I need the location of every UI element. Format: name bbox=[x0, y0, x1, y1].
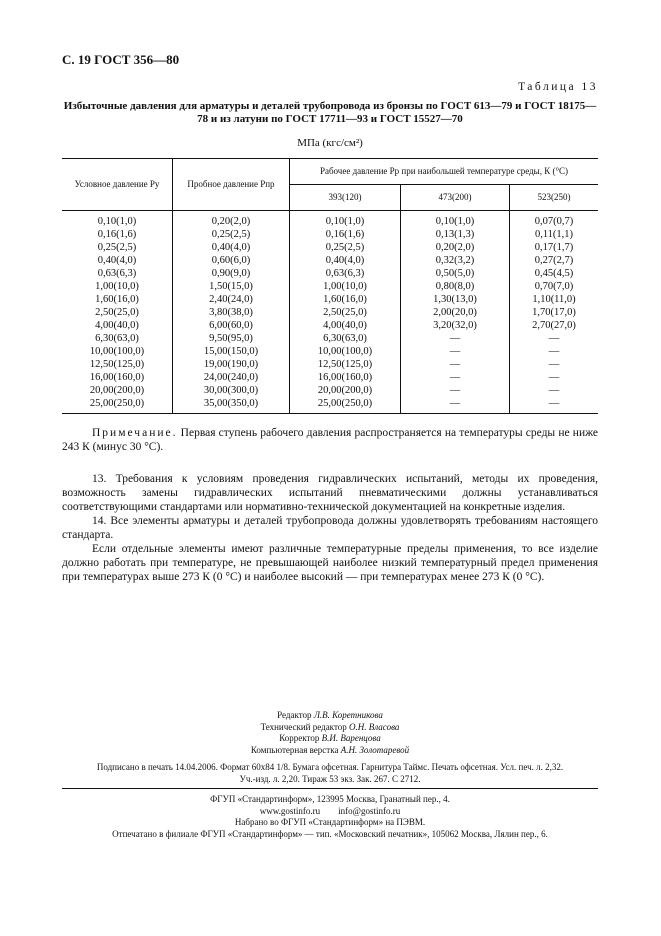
table-cell: 3,20(32,0) bbox=[401, 319, 510, 332]
table-cell: — bbox=[401, 371, 510, 384]
table-cell: 0,50(5,0) bbox=[401, 267, 510, 280]
table-cell: 16,00(160,0) bbox=[290, 371, 401, 384]
table-cell: — bbox=[510, 384, 599, 397]
table-cell: 1,50(15,0) bbox=[173, 280, 290, 293]
table-cell: 1,60(16,0) bbox=[62, 293, 173, 306]
table-cell: 0,10(1,0) bbox=[401, 211, 510, 229]
table-row bbox=[62, 306, 598, 319]
credit-name: В.И. Варенцова bbox=[321, 733, 381, 743]
table-cell: 4,00(40,0) bbox=[290, 319, 401, 332]
table-cell: 0,60(6,0) bbox=[173, 254, 290, 267]
publisher-line: www.gostinfo.ru info@gostinfo.ru bbox=[259, 805, 401, 816]
paragraph-15: Если отдельные элементы имеют различные температурные пределы применения, то все изделие должно работать при температуре, не превышающей наиболее низкий температурный предел применения при температурах выше 273 К (0 °С) и наиболее высокий — при температурах менее 273 К (0 °С). bbox=[62, 543, 598, 583]
table-cell: 6,30(63,0) bbox=[62, 332, 173, 345]
table-cell: 0,20(2,0) bbox=[401, 241, 510, 254]
table-cell: 0,27(2,7) bbox=[510, 254, 599, 267]
table-cell: — bbox=[510, 358, 599, 371]
table-cell: 0,90(9,0) bbox=[173, 267, 290, 280]
table-cell: — bbox=[510, 345, 599, 358]
table-cell: 19,00(190,0) bbox=[173, 358, 290, 371]
table-cell: 1,10(11,0) bbox=[510, 293, 599, 306]
table-cell: 0,25(2,5) bbox=[173, 228, 290, 241]
col-temp-2: 473(200) bbox=[401, 185, 510, 211]
table-cell: 1,60(16,0) bbox=[290, 293, 401, 306]
note bbox=[62, 426, 598, 454]
table-cell: 12,50(125,0) bbox=[290, 358, 401, 371]
publisher-line: Набрано во ФГУП «Стандартинформ» на ПЭВМ. bbox=[234, 817, 426, 827]
table-cell: 16,00(160,0) bbox=[62, 371, 173, 384]
credit-role: Редактор bbox=[277, 710, 312, 720]
table-cell: 0,11(1,1) bbox=[510, 228, 599, 241]
table-cell: 2,40(24,0) bbox=[173, 293, 290, 306]
table-cell: 35,00(350,0) bbox=[173, 397, 290, 414]
imprint-line-2: Уч.-изд. л. 2,20. Тираж 53 экз. Зак. 267. С 2712. bbox=[239, 773, 421, 784]
page-header: С. 19 ГОСТ 356—80 bbox=[62, 52, 180, 67]
credit-line bbox=[62, 745, 598, 757]
table-row bbox=[62, 254, 598, 267]
table-cell: 0,40(4,0) bbox=[173, 241, 290, 254]
table-cell: 2,70(27,0) bbox=[510, 319, 599, 332]
table-cell: 2,50(25,0) bbox=[62, 306, 173, 319]
credit-role: Компьютерная верстка bbox=[250, 744, 339, 755]
col-working-pressure: Рабочее давление Pр при наибольшей температуре среды, К (°С) bbox=[290, 159, 599, 185]
table-cell: 9,50(95,0) bbox=[173, 332, 290, 345]
publisher-info bbox=[62, 794, 598, 840]
table-cell: 20,00(200,0) bbox=[62, 384, 173, 397]
table-cell: 0,63(6,3) bbox=[290, 267, 401, 280]
table-cell: — bbox=[510, 332, 599, 345]
table-cell: 0,70(7,0) bbox=[510, 280, 599, 293]
table-cell: 1,00(10,0) bbox=[290, 280, 401, 293]
table-cell: 6,30(63,0) bbox=[290, 332, 401, 345]
table-row bbox=[62, 267, 598, 280]
table-row bbox=[62, 293, 598, 306]
table-cell: 1,70(17,0) bbox=[510, 306, 599, 319]
table-cell: 10,00(100,0) bbox=[62, 345, 173, 358]
col-test-pressure: Пробное давление Pпр bbox=[173, 159, 290, 211]
table-cell: 0,40(4,0) bbox=[62, 254, 173, 267]
table-cell: 10,00(100,0) bbox=[290, 345, 401, 358]
credits bbox=[62, 710, 598, 756]
credit-line bbox=[62, 722, 598, 734]
note-text: Первая ступень рабочего давления распространяется на температуры среды не ниже 243 К (минус 30 °С). bbox=[62, 427, 598, 453]
col-temp-1: 393(120) bbox=[290, 185, 401, 211]
table-number: Таблица 13 bbox=[518, 81, 598, 93]
table-row bbox=[62, 397, 598, 414]
table-cell: 0,40(4,0) bbox=[290, 254, 401, 267]
table-cell: 15,00(150,0) bbox=[173, 345, 290, 358]
credit-name: А.Н. Золотаревой bbox=[340, 744, 410, 755]
table-row bbox=[62, 211, 598, 229]
table-cell: — bbox=[510, 397, 599, 414]
table-cell: 12,50(125,0) bbox=[62, 358, 173, 371]
table-unit: МПа (кгс/см²) bbox=[297, 137, 363, 149]
table-row bbox=[62, 371, 598, 384]
table-cell: 0,45(4,5) bbox=[510, 267, 599, 280]
credit-line bbox=[62, 710, 598, 722]
table-cell: 2,50(25,0) bbox=[290, 306, 401, 319]
table-row bbox=[62, 241, 598, 254]
table-cell: 0,16(1,6) bbox=[62, 228, 173, 241]
table-row bbox=[62, 384, 598, 397]
table-cell: — bbox=[401, 345, 510, 358]
credit-role: Корректор bbox=[279, 733, 320, 743]
col-temp-3: 523(250) bbox=[510, 185, 599, 211]
table-cell: 3,80(38,0) bbox=[173, 306, 290, 319]
table-cell: 0,13(1,3) bbox=[401, 228, 510, 241]
table-cell: 25,00(250,0) bbox=[62, 397, 173, 414]
table-cell: — bbox=[401, 358, 510, 371]
table-cell: 0,25(2,5) bbox=[290, 241, 401, 254]
table-cell: 4,00(40,0) bbox=[62, 319, 173, 332]
publisher-line: Отпечатано в филиале ФГУП «Стандартинформ» — тип. «Московский печатник», 105062 Москва, Лялин пер., 6. bbox=[112, 828, 548, 839]
credit-name: Л.В. Коретникова bbox=[313, 710, 383, 720]
imprint-line-1: Подписано в печать 14.04.2006. Формат 60х84 1/8. Бумага офсетная. Гарнитура Таймс. Печать офсетная. Усл. печ. л. 2,32. bbox=[96, 762, 564, 772]
pressure-table bbox=[62, 158, 598, 414]
table-cell: 2,00(20,0) bbox=[401, 306, 510, 319]
table-cell: 1,00(10,0) bbox=[62, 280, 173, 293]
table-cell: — bbox=[401, 384, 510, 397]
table-cell: 30,00(300,0) bbox=[173, 384, 290, 397]
divider bbox=[62, 788, 598, 789]
imprint bbox=[62, 762, 598, 785]
table-cell: 0,32(3,2) bbox=[401, 254, 510, 267]
table-cell: 0,20(2,0) bbox=[173, 211, 290, 229]
table-cell: — bbox=[401, 332, 510, 345]
paragraph-13: 13. Требования к условиям проведения гидравлических испытаний, методы их проведения, возможность замены гидравлических испытаний пневматическими должны устанавливаться соответствующими стандартами или нормативно-технической документацией на конкретные изделия. bbox=[62, 473, 598, 513]
table-cell: 0,80(8,0) bbox=[401, 280, 510, 293]
table-row bbox=[62, 358, 598, 371]
table-row bbox=[62, 319, 598, 332]
table-cell: 25,00(250,0) bbox=[290, 397, 401, 414]
table-cell: 20,00(200,0) bbox=[290, 384, 401, 397]
publisher-line: ФГУП «Стандартинформ», 123995 Москва, Гранатный пер., 4. bbox=[210, 794, 450, 804]
table-cell: 6,00(60,0) bbox=[173, 319, 290, 332]
table-row bbox=[62, 228, 598, 241]
table-cell: 0,10(1,0) bbox=[290, 211, 401, 229]
paragraph-14: 14. Все элементы арматуры и деталей трубопровода должны удовлетворять требованиям настоящего стандарта. bbox=[62, 515, 598, 541]
table-row bbox=[62, 280, 598, 293]
table-cell: — bbox=[510, 371, 599, 384]
table-cell: 0,10(1,0) bbox=[62, 211, 173, 229]
table-cell: 0,16(1,6) bbox=[290, 228, 401, 241]
credit-name: О.Н. Власова bbox=[349, 721, 400, 732]
table-cell: 24,00(240,0) bbox=[173, 371, 290, 384]
col-nominal-pressure: Условное давление Pу bbox=[62, 159, 173, 211]
credit-role: Технический редактор bbox=[260, 721, 347, 732]
credit-line bbox=[62, 733, 598, 745]
note-label: Примечание. bbox=[92, 427, 178, 439]
table-cell: 0,63(6,3) bbox=[62, 267, 173, 280]
table-cell: 0,07(0,7) bbox=[510, 211, 599, 229]
table-cell: 1,30(13,0) bbox=[401, 293, 510, 306]
table-row bbox=[62, 332, 598, 345]
table-row bbox=[62, 345, 598, 358]
table-cell: — bbox=[401, 397, 510, 414]
table-cell: 0,17(1,7) bbox=[510, 241, 599, 254]
table-cell: 0,25(2,5) bbox=[62, 241, 173, 254]
table-title: Избыточные давления для арматуры и деталей трубопровода из бронзы по ГОСТ 613—79 и ГОСТ 18175—78 и из латуни по ГОСТ 17711—93 и ГОСТ 15527—70 bbox=[63, 100, 597, 125]
